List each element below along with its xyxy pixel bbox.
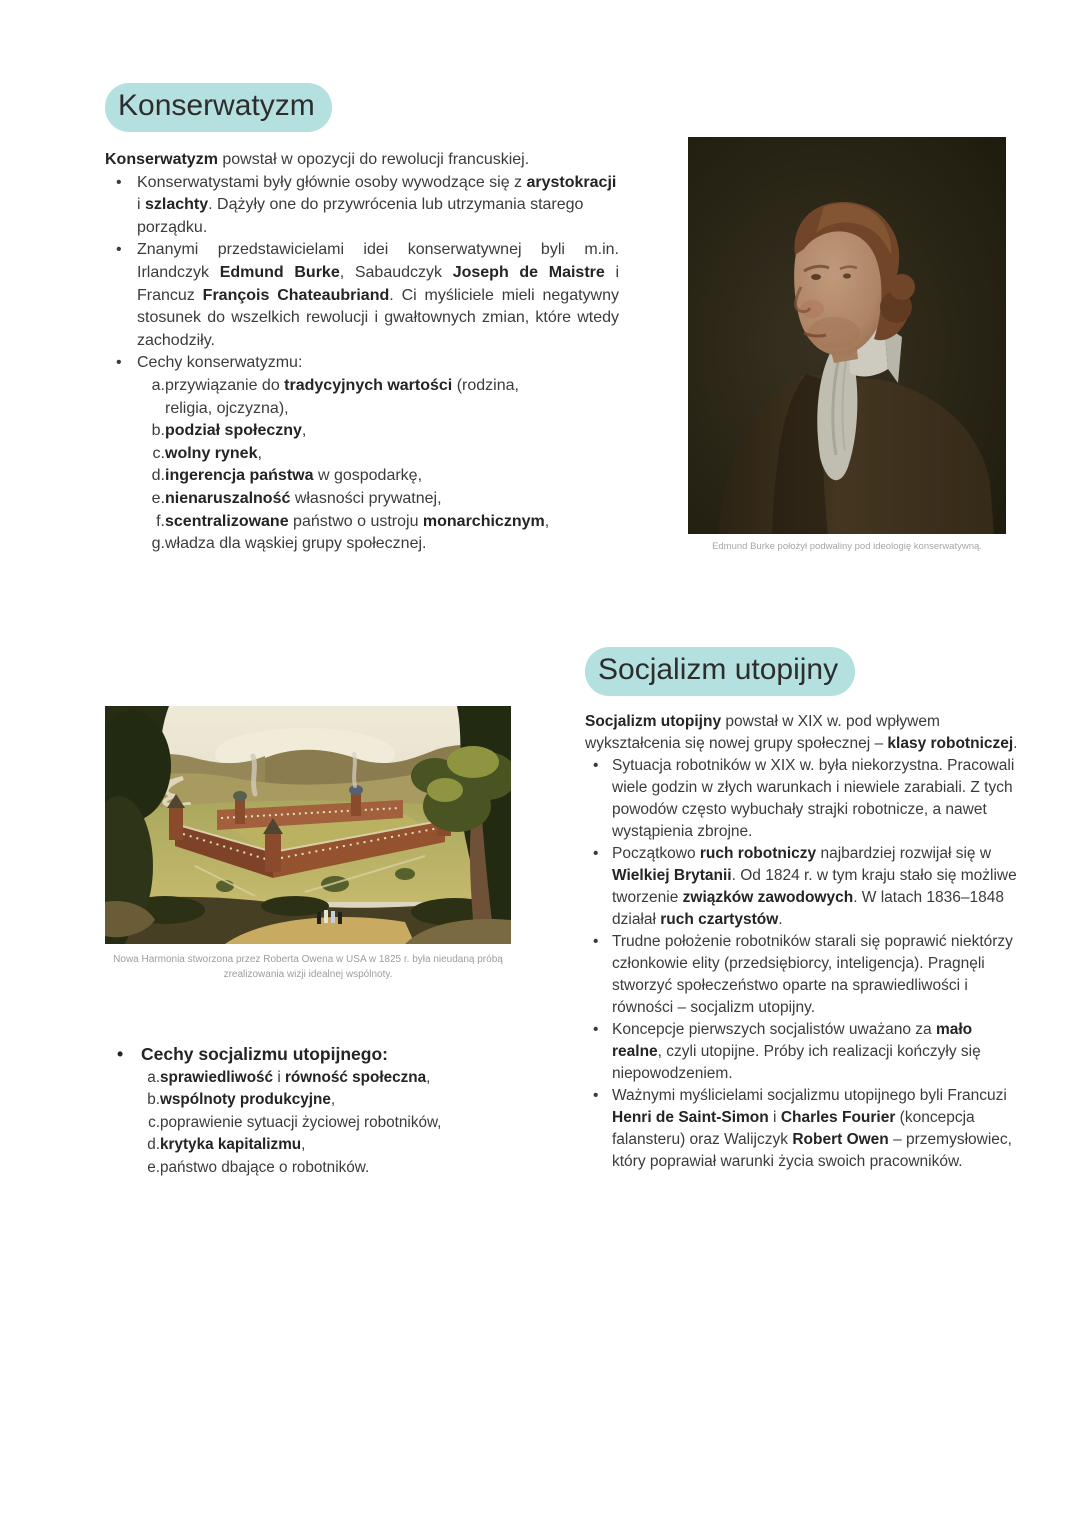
bold-text: Socjalizm utopijny	[585, 713, 722, 730]
list-item	[165, 511, 565, 534]
text: władza dla wąskiej grupy społecznej.	[165, 535, 427, 553]
text: , Sabaudczyk	[339, 263, 453, 281]
text: Znanymi przedstawicielami idei konserwatywnej byli m.in. Irlandczyk	[137, 241, 619, 281]
bold-text: François Chateaubriand	[202, 286, 390, 304]
bold-text: Edmund Burke	[219, 263, 340, 281]
edmund-burke-portrait-image	[688, 137, 1006, 534]
socjalizm-bullet-4	[585, 1019, 1025, 1085]
cechy-socjalizmu-label	[105, 1042, 575, 1066]
text: najbardziej rozwijał się w	[816, 845, 992, 862]
bold-text: Wielkiej Brytanii	[612, 867, 732, 884]
text: ,	[301, 1136, 306, 1154]
text: poprawienie sytuacji życiowej robotników,	[160, 1113, 442, 1131]
harmony-figure	[105, 706, 511, 982]
bold-text: Konserwatyzm	[105, 151, 218, 168]
text: ,	[544, 512, 550, 530]
text: . Dążyły one do przywrócenia lub utrzymania starego porządku.	[137, 196, 584, 236]
list-item	[160, 1112, 540, 1134]
bold-text: ruch czartystów	[660, 911, 779, 928]
text: (rodzina, religia, ojczyzna),	[165, 376, 519, 417]
socjalizm-title: Socjalizm utopijny	[585, 647, 855, 696]
list-item	[165, 443, 565, 466]
bold-text: sprawiedliwość	[160, 1069, 274, 1086]
text: Konserwatystami były głównie osoby wywodzące się z	[137, 173, 527, 191]
section-konserwatyzm	[105, 83, 619, 556]
text: Początkowo	[612, 845, 700, 862]
text: :	[382, 1044, 388, 1064]
konserwatyzm-intro	[105, 149, 619, 172]
bold-text: ingerencja państwa	[165, 467, 314, 485]
text: państwo dbające o robotników.	[160, 1158, 370, 1176]
bold-text: wspólnoty produkcyjne	[160, 1091, 331, 1109]
text: ,	[426, 1069, 431, 1086]
text: Cechy konserwatyzmu:	[137, 354, 303, 372]
cechy-socjalizmu-list	[105, 1067, 575, 1179]
bold-text: krytyka kapitalizmu	[160, 1136, 302, 1154]
konserwatyzm-bullet-1	[105, 172, 619, 240]
bold-text: arystokracji	[526, 173, 617, 191]
section-cechy-socjalizmu	[105, 1042, 575, 1179]
new-harmony-painting-image	[105, 706, 511, 944]
list-item	[165, 420, 565, 443]
text: i	[768, 1109, 781, 1126]
socjalizm-bullet-3	[585, 931, 1025, 1019]
bold-text: klasy robotniczej	[887, 735, 1014, 752]
list-item	[160, 1067, 540, 1089]
text: Ważnymi myślicielami socjalizmu utopijnego byli Francuzi	[612, 1087, 1007, 1104]
text: . W latach 1836–1848 działał	[612, 889, 1004, 928]
text: ,	[301, 422, 307, 440]
socjalizm-bullet-1	[585, 755, 1025, 843]
konserwatyzm-title: Konserwatyzm	[105, 83, 332, 132]
text: , czyli utopijne. Próby ich realizacji kończyły się niepowodzeniem.	[612, 1043, 981, 1082]
burke-caption: Edmund Burke położył podwaliny pod ideologię konserwatywną.	[712, 541, 982, 552]
text: . Ci myśliciele mieli negatywny stosunek do wszelkich rewolucji i gwałtownych zmian, które wtedy zachodziły.	[137, 286, 619, 349]
harmony-caption: Nowa Harmonia stworzona przez Roberta Owena w USA w 1825 r. była nieudaną próbą zrealizowania wizji idealnej wspólnoty.	[113, 954, 503, 980]
bold-text: wolny rynek	[165, 444, 258, 462]
text: i	[137, 196, 145, 214]
text: Trudne położenie robotników starali się poprawić niektórzy członkowie elity (przedsiębiorcy, inteligencja). Pragnęli stworzyć społeczeństwo oparte na sprawiedliwości i równości – socjalizm utopijny.	[612, 933, 1013, 1016]
list-item	[160, 1089, 540, 1111]
konserwatyzm-bullet-list	[105, 172, 619, 556]
cechy-konserwatyzmu-list	[137, 375, 619, 556]
bold-text: Robert Owen	[792, 1131, 889, 1148]
socjalizm-bullet-list	[585, 755, 1025, 1173]
bold-text: równość społeczna	[284, 1069, 427, 1086]
list-item	[165, 488, 565, 511]
bold-text: ruch robotniczy	[699, 845, 817, 862]
text: w gospodarkę,	[313, 467, 423, 485]
text: państwo o ustroju	[288, 512, 423, 530]
list-item	[165, 533, 565, 556]
text: i	[273, 1069, 285, 1086]
konserwatyzm-bullet-2	[105, 239, 619, 352]
bold-text: monarchicznym	[422, 512, 545, 530]
text: Koncepcje pierwszych socjalistów uważano za	[612, 1021, 936, 1038]
burke-figure	[688, 137, 1006, 552]
list-item	[165, 375, 565, 420]
text: (koncepcja falansteru) oraz Walijczyk	[612, 1109, 975, 1148]
text: ,	[257, 444, 262, 462]
text: powstał w opozycji do rewolucji francuskiej.	[217, 151, 530, 168]
bold-text: Joseph de Maistre	[452, 263, 605, 281]
bold-text: mało realne	[612, 1021, 973, 1060]
socjalizm-bullet-2	[585, 843, 1025, 931]
list-item	[165, 465, 565, 488]
text: i Francuz	[137, 263, 620, 304]
bold-text: Charles Fourier	[780, 1109, 896, 1126]
bold-text: związków zawodowych	[682, 889, 854, 906]
bold-text: tradycyjnych wartości	[284, 376, 453, 394]
bold-text: szlachty	[145, 196, 209, 214]
socjalizm-intro	[585, 711, 1025, 755]
text: Sytuacja robotników w XIX w. była niekorzystna. Pracowali wiele godzin w złych warunkach i niewiele zarabiali. Z tych powodów często wybuchały strajki robotnicze, a nawet wystąpienia zbrojne.	[612, 757, 1015, 840]
text: ,	[330, 1091, 336, 1109]
text: własności prywatnej,	[290, 489, 442, 507]
bold-text: Cechy socjalizmu utopijnego	[141, 1044, 383, 1064]
list-item	[160, 1157, 540, 1179]
bold-text: podział społeczny	[165, 422, 302, 440]
cechy-konserwatyzmu-label	[137, 354, 302, 371]
text: .	[778, 911, 783, 928]
text: – przemysłowiec, który poprawiał warunki życia swoich pracowników.	[612, 1131, 1012, 1170]
text: . Od 1824 r. w tym kraju stało się możliwe tworzenie	[612, 867, 1017, 906]
list-item	[160, 1134, 540, 1156]
bold-text: nienaruszalność	[165, 489, 291, 507]
text: powstał w XIX w. pod wpływem wykształcenia się nowej grupy społecznej –	[585, 713, 940, 752]
text: przywiązanie do	[165, 376, 285, 394]
text: .	[1013, 735, 1018, 752]
konserwatyzm-bullet-3	[105, 352, 619, 555]
bold-text: scentralizowane	[165, 512, 289, 530]
section-socjalizm-utopijny	[585, 647, 1025, 1173]
socjalizm-bullet-5	[585, 1085, 1025, 1173]
bold-text: Henri de Saint-Simon	[612, 1109, 769, 1126]
